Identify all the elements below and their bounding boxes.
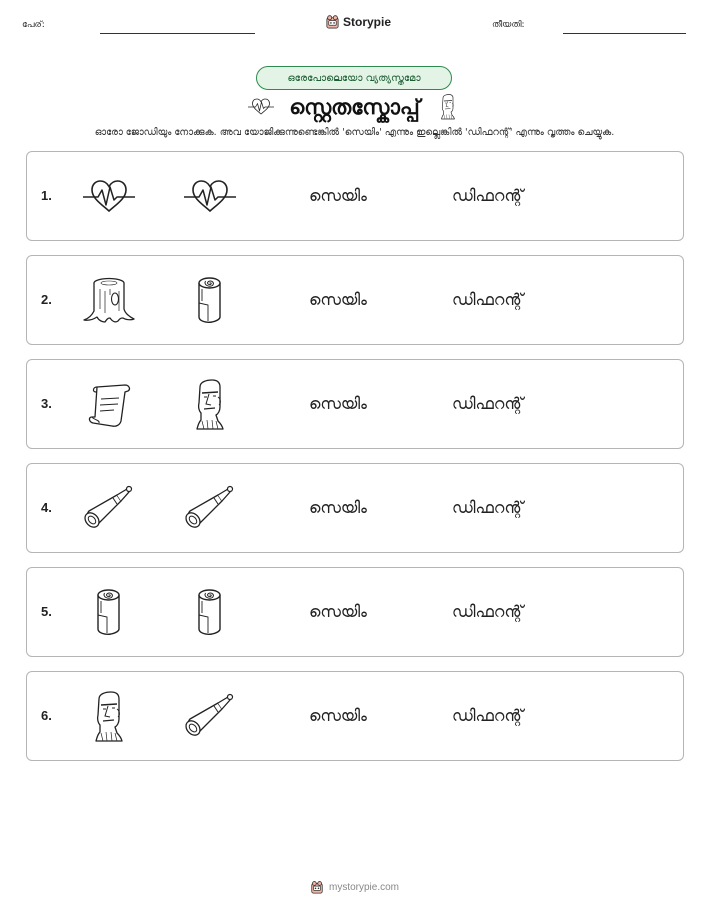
heartbeat-icon [247, 93, 275, 121]
option-different[interactable]: ഡിഫറന്റ് [452, 394, 524, 413]
question-row [26, 671, 684, 761]
log-roll-icon [182, 273, 238, 329]
question-number: 5. [41, 604, 52, 619]
question-row [26, 567, 684, 657]
option-different[interactable]: ഡിഫറന്റ് [452, 186, 524, 205]
storypie-logo-icon [310, 880, 324, 894]
brand-name: Storypie [343, 14, 392, 29]
storypie-logo-icon [325, 14, 340, 29]
log-roll-icon [81, 585, 137, 641]
option-same[interactable]: സെയിം [309, 394, 367, 413]
title-row [0, 90, 709, 124]
horn-icon [81, 481, 137, 537]
scroll-icon [81, 377, 137, 433]
worksheet-header [0, 0, 709, 50]
date-label: തീയതി: [492, 20, 525, 30]
option-different[interactable]: ഡിഫറന്റ് [452, 602, 524, 621]
question-number: 4. [41, 500, 52, 515]
brand-logo [325, 14, 391, 29]
option-same[interactable]: സെയിം [309, 186, 367, 205]
heartbeat-icon [81, 169, 137, 225]
question-number: 6. [41, 708, 52, 723]
question-row [26, 359, 684, 449]
question-row [26, 255, 684, 345]
option-different[interactable]: ഡിഫറന്റ് [452, 290, 524, 309]
moai-statue-icon [434, 92, 462, 122]
log-roll-icon [182, 585, 238, 641]
tree-stump-icon [81, 273, 137, 329]
name-label: പേര്: [22, 20, 45, 30]
option-same[interactable]: സെയിം [309, 498, 367, 517]
question-number: 2. [41, 292, 52, 307]
name-field-line[interactable] [100, 33, 255, 34]
instructions: ഓരോ ജോഡിയും നോക്കുക. അവ യോജിക്കുന്നുണ്ടെങ്കിൽ 'സെയിം' എന്നും ഇല്ലെങ്കിൽ 'ഡിഫറന്റ്' എന്നും വൃത്തം ചെയ്യുക. [94, 127, 615, 138]
question-number: 3. [41, 396, 52, 411]
option-same[interactable]: സെയിം [309, 602, 367, 621]
moai-statue-icon [81, 689, 137, 745]
question-row [26, 463, 684, 553]
horn-icon [182, 481, 238, 537]
footer [0, 880, 709, 894]
option-different[interactable]: ഡിഫറന്റ് [452, 706, 524, 725]
category-badge: ഒരേപോലെയോ വ്യത്യസ്തമോ [256, 66, 452, 90]
option-same[interactable]: സെയിം [309, 290, 367, 309]
question-row [26, 151, 684, 241]
footer-url[interactable]: mystorypie.com [328, 881, 399, 893]
horn-icon [182, 689, 238, 745]
date-field-line[interactable] [563, 33, 686, 34]
heartbeat-icon [182, 169, 238, 225]
question-number: 1. [41, 188, 52, 203]
option-different[interactable]: ഡിഫറന്റ് [452, 498, 524, 517]
page-title: സ്റ്റെതസ്കോപ്പ് [289, 94, 420, 119]
option-same[interactable]: സെയിം [309, 706, 367, 725]
moai-statue-icon [182, 377, 238, 433]
